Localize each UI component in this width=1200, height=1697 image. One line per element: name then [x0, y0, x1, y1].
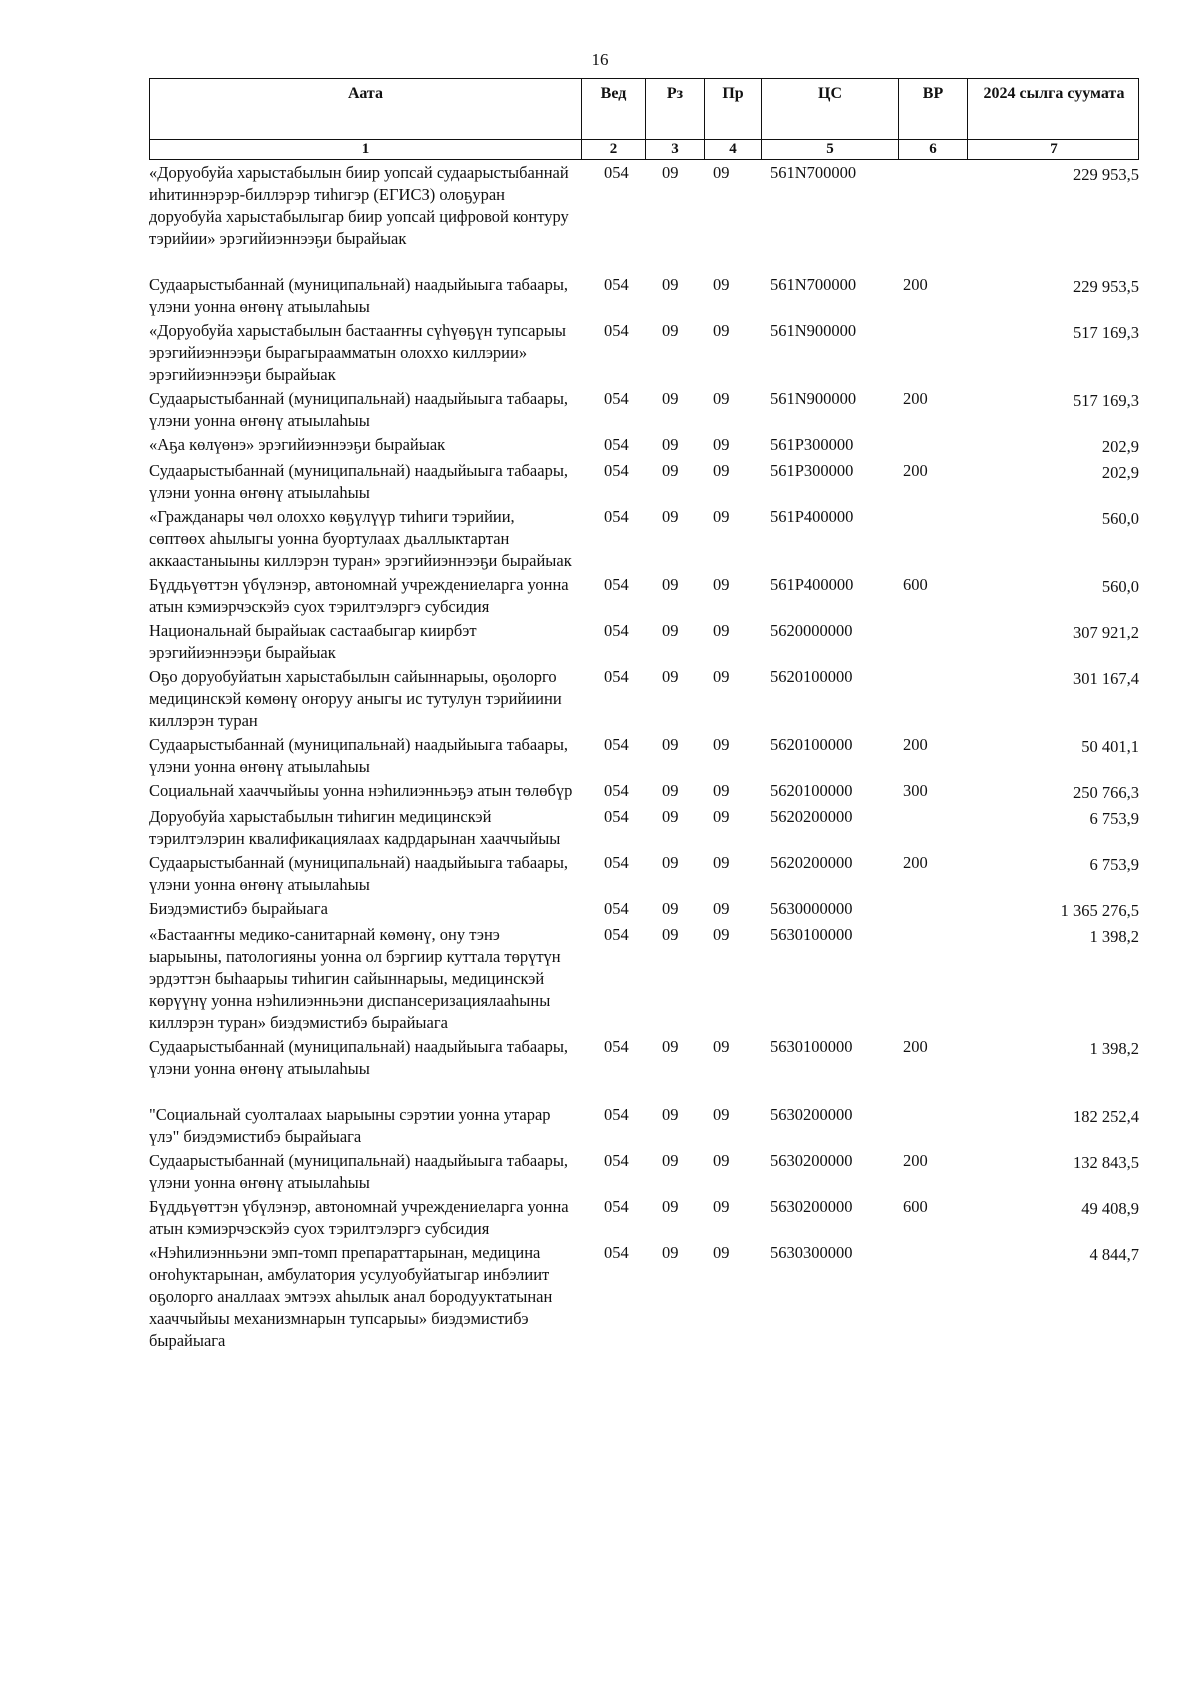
row-pr: 09: [713, 807, 730, 826]
row-cs: 5620200000: [770, 807, 853, 826]
table-row: [149, 1104, 1139, 1148]
row-vr: 600: [903, 575, 928, 594]
row-pr: 09: [713, 735, 730, 754]
row-sum: 4 844,7: [1089, 1245, 1139, 1264]
row-vr: [897, 1242, 966, 1352]
row-ved: 054: [604, 735, 629, 754]
row-cs: 5620100000: [770, 667, 853, 686]
row-sum: 517 169,3: [1073, 323, 1139, 342]
row-ved: 054: [604, 321, 629, 340]
row-pr: 09: [713, 1197, 730, 1216]
row-ved: 054: [604, 925, 629, 944]
row-sum: 301 167,4: [1073, 669, 1139, 688]
header-name: Аата: [348, 85, 383, 102]
row-sum: 517 169,3: [1073, 391, 1139, 410]
row-vr: [897, 320, 966, 386]
row-name: Доруобуйа харыстабылын тиһигин медицинскэй тэрилтэлэрин квалификациялаах кадрдарынан хааччыйыы: [149, 807, 561, 848]
row-rz: 09: [662, 389, 679, 408]
row-pr: 09: [713, 435, 730, 454]
table-row: [149, 852, 1139, 896]
row-ved: 054: [604, 1037, 629, 1056]
header-ved: Вед: [581, 79, 645, 139]
row-pr: 09: [713, 1151, 730, 1170]
row-rz: 09: [662, 321, 679, 340]
row-rz: 09: [662, 435, 679, 454]
row-name: «Доруобуйа харыстабылын биир уопсай судаарыстыбаннай иһитиннэрэр-биллэрэр тиһигэр (ЕГИСЗ) олоҕуран доруобуйа харыстабылыгар биир уопсай цифровой контуру тэрийии» эрэгийиэннээҕи бырайыак: [149, 163, 569, 248]
row-pr: 09: [713, 389, 730, 408]
row-vr: 200: [903, 735, 928, 754]
table-row: [149, 1036, 1139, 1102]
row-name: «Бастааҥҥы медико-санитарнай көмөнү, ону тэнэ ыарыыны, патологияны уонна ол бэргиир куттала төрүтүн эрдэттэн быһаарыы тиһигин сайыннарыы, медицинскэй көрүүнү уонна нэһилиэнньэни диспансеризациялааһыны киллэрэн туран» биэдэмистибэ бырайыага: [149, 925, 561, 1032]
row-name: Судаарыстыбаннай (муниципальнай) наадыйыыга табаары, үлэни уонна өҥөнү атыылаһыы: [149, 1037, 569, 1078]
row-pr: 09: [713, 1105, 730, 1124]
row-pr: 09: [713, 507, 730, 526]
row-rz: 09: [662, 1037, 679, 1056]
row-ved: 054: [604, 899, 629, 918]
row-rz: 09: [662, 575, 679, 594]
row-sum: 560,0: [1101, 509, 1139, 528]
row-vr: 600: [903, 1197, 928, 1216]
row-sum: 229 953,5: [1073, 277, 1139, 296]
row-name: «Доруобуйа харыстабылын бастааҥҥы сүһүөҕүн тупсарыы эрэгийиэннээҕи бырагыраамматын олоххо киллэрии» эрэгийиэннээҕи бырайыак: [149, 321, 566, 384]
row-name: Бүддьүөттэн үбүлэнэр, автономнай учреждениеларга уонна атын кэмиэрчэскэйэ суох тэрилтэлэргэ субсидия: [149, 575, 569, 616]
table-row: [149, 898, 1139, 922]
row-rz: 09: [662, 1151, 679, 1170]
row-name: Оҕо доруобуйатын харыстабылын сайыннарыы, оҕолорго медицинскэй көмөнү оҥоруу аныгы ис тутулун тэрийиини киллэрэн туран: [149, 667, 562, 730]
row-sum: 182 252,4: [1073, 1107, 1139, 1126]
row-sum: 49 408,9: [1081, 1199, 1139, 1218]
row-rz: 09: [662, 621, 679, 640]
row-cs: 561P400000: [770, 575, 854, 594]
row-rz: 09: [662, 1197, 679, 1216]
row-sum: 229 953,5: [1073, 165, 1139, 184]
row-rz: 09: [662, 163, 679, 182]
row-sum: 250 766,3: [1073, 783, 1139, 802]
table-row: [149, 734, 1139, 778]
table-row: [149, 1196, 1139, 1240]
row-cs: 561N700000: [770, 275, 857, 294]
column-number: 2: [581, 140, 645, 159]
row-cs: 561P400000: [770, 507, 854, 526]
budget-table: [149, 78, 1139, 1352]
row-ved: 054: [604, 575, 629, 594]
row-name: Национальнай бырайыак састаабыгар киирбэт эрэгийиэннээҕи бырайыак: [149, 621, 477, 662]
table-row: [149, 780, 1139, 804]
row-vr: [897, 1104, 966, 1148]
row-ved: 054: [604, 1105, 629, 1124]
row-vr: [897, 434, 966, 458]
row-rz: 09: [662, 735, 679, 754]
row-ved: 054: [604, 1151, 629, 1170]
column-number: 5: [761, 140, 898, 159]
row-rz: 09: [662, 461, 679, 480]
row-cs: 5630200000: [770, 1197, 853, 1216]
table-row: [149, 620, 1139, 664]
row-sum: 6 753,9: [1089, 855, 1139, 874]
row-pr: 09: [713, 1243, 730, 1262]
row-name: Судаарыстыбаннай (муниципальнай) наадыйыыга табаары, үлэни уонна өҥөнү атыылаһыы: [149, 461, 569, 502]
row-rz: 09: [662, 1243, 679, 1262]
row-cs: 5630300000: [770, 1243, 853, 1262]
row-name: Судаарыстыбаннай (муниципальнай) наадыйыыга табаары, үлэни уонна өҥөнү атыылаһыы: [149, 735, 569, 776]
row-vr: 200: [903, 275, 928, 294]
row-pr: 09: [713, 461, 730, 480]
row-sum: 202,9: [1101, 437, 1139, 456]
row-rz: 09: [662, 1105, 679, 1124]
row-pr: 09: [713, 163, 730, 182]
row-vr: 300: [903, 781, 928, 800]
row-name: Биэдэмистибэ бырайыага: [149, 899, 328, 918]
table-row: [149, 434, 1139, 458]
table-header-row: [149, 78, 1139, 140]
row-vr: 200: [903, 853, 928, 872]
column-number: 3: [645, 140, 704, 159]
row-rz: 09: [662, 781, 679, 800]
column-number: 7: [967, 140, 1140, 159]
header-vr: ВР: [898, 79, 967, 139]
row-sum: 560,0: [1101, 577, 1139, 596]
row-rz: 09: [662, 925, 679, 944]
row-sum: 1 398,2: [1089, 927, 1139, 946]
row-vr: 200: [903, 1151, 928, 1170]
table-row: [149, 506, 1139, 572]
row-cs: 561N700000: [770, 163, 857, 182]
row-rz: 09: [662, 275, 679, 294]
table-row: [149, 574, 1139, 618]
table-row: [149, 666, 1139, 732]
row-pr: 09: [713, 781, 730, 800]
row-ved: 054: [604, 435, 629, 454]
row-cs: 5620100000: [770, 735, 853, 754]
row-rz: 09: [662, 899, 679, 918]
row-cs: 5630000000: [770, 899, 853, 918]
table-column-numbers-row: [149, 140, 1139, 160]
row-name: Бүддьүөттэн үбүлэнэр, автономнай учреждениеларга уонна атын кэмиэрчэскэйэ суох тэрилтэлэргэ субсидия: [149, 1197, 569, 1238]
row-vr: [897, 162, 966, 250]
row-pr: 09: [713, 667, 730, 686]
row-pr: 09: [713, 1037, 730, 1056]
row-pr: 09: [713, 621, 730, 640]
column-number: 4: [704, 140, 761, 159]
row-cs: 5630100000: [770, 925, 853, 944]
row-ved: 054: [604, 667, 629, 686]
table-row: [149, 1150, 1139, 1194]
row-cs: 5620200000: [770, 853, 853, 872]
row-cs: 561P300000: [770, 461, 854, 480]
row-pr: 09: [713, 321, 730, 340]
row-pr: 09: [713, 899, 730, 918]
column-number: 6: [898, 140, 967, 159]
row-ved: 054: [604, 1197, 629, 1216]
row-sum: 202,9: [1101, 463, 1139, 482]
row-ved: 054: [604, 275, 629, 294]
row-vr: [897, 666, 966, 732]
table-row: [149, 1242, 1139, 1352]
row-ved: 054: [604, 507, 629, 526]
row-pr: 09: [713, 853, 730, 872]
row-name: «Нэһилиэнньэни эмп-томп препараттарынан, медицина оҥоһуктарынан, амбулатория усулуобуйатыгар инбэлиит оҕолорго аналлаах эмтээх аһылык анал бородууктатынан хааччыйыы механизмнарын тупсарыы» биэдэмистибэ бырайыага: [149, 1243, 553, 1350]
row-pr: 09: [713, 575, 730, 594]
row-sum: 307 921,2: [1073, 623, 1139, 642]
row-ved: 054: [604, 461, 629, 480]
row-sum: 1 398,2: [1089, 1039, 1139, 1058]
page-number: 16: [591, 50, 609, 69]
row-vr: [897, 620, 966, 664]
row-name: "Социальнай суолталаах ыарыыны сэрэтии уонна утарар үлэ" биэдэмистибэ бырайыага: [149, 1105, 551, 1146]
row-name: Судаарыстыбаннай (муниципальнай) наадыйыыга табаары, үлэни уонна өҥөнү атыылаһыы: [149, 275, 569, 316]
table-row: [149, 388, 1139, 432]
row-sum: 50 401,1: [1081, 737, 1139, 756]
row-sum: 132 843,5: [1073, 1153, 1139, 1172]
row-vr: 200: [903, 461, 928, 480]
row-name: Судаарыстыбаннай (муниципальнай) наадыйыыга табаары, үлэни уонна өҥөнү атыылаһыы: [149, 389, 569, 430]
table-row: [149, 806, 1139, 850]
row-name: «Гражданары чөл олоххо көҕүлүүр тиһиги тэрийии, сөптөөх аһылыгы уонна буортулаах дьаллыктартан аккаастаныыны киллэрэн туран» эрэгийиэннээҕи бырайыак: [149, 507, 572, 570]
row-vr: [897, 806, 966, 850]
row-ved: 054: [604, 163, 629, 182]
row-sum: 1 365 276,5: [1060, 901, 1139, 920]
row-pr: 09: [713, 275, 730, 294]
table-row: [149, 162, 1139, 272]
row-rz: 09: [662, 667, 679, 686]
row-pr: 09: [713, 925, 730, 944]
header-cs: ЦС: [761, 79, 898, 139]
row-rz: 09: [662, 807, 679, 826]
row-name: Судаарыстыбаннай (муниципальнай) наадыйыыга табаары, үлэни уонна өҥөнү атыылаһыы: [149, 1151, 569, 1192]
table-row: [149, 924, 1139, 1034]
row-name: «Аҕа көлүөнэ» эрэгийиэннээҕи бырайыак: [149, 435, 446, 454]
table-body: [149, 162, 1139, 1352]
row-ved: 054: [604, 853, 629, 872]
row-vr: [897, 506, 966, 572]
row-cs: 561N900000: [770, 389, 857, 408]
row-vr: [897, 898, 966, 922]
row-rz: 09: [662, 507, 679, 526]
row-ved: 054: [604, 807, 629, 826]
row-ved: 054: [604, 389, 629, 408]
row-ved: 054: [604, 781, 629, 800]
row-name: Судаарыстыбаннай (муниципальнай) наадыйыыга табаары, үлэни уонна өҥөнү атыылаһыы: [149, 853, 569, 894]
row-cs: 5630200000: [770, 1151, 853, 1170]
row-sum: 6 753,9: [1089, 809, 1139, 828]
row-cs: 5620000000: [770, 621, 853, 640]
row-ved: 054: [604, 621, 629, 640]
row-rz: 09: [662, 853, 679, 872]
row-cs: 561N900000: [770, 321, 857, 340]
row-cs: 561P300000: [770, 435, 854, 454]
row-name: Социальнай хааччыйыы уонна нэһилиэнньэҕэ атын төлөбүр: [149, 781, 573, 800]
table-row: [149, 460, 1139, 504]
row-cs: 5620100000: [770, 781, 853, 800]
row-cs: 5630100000: [770, 1037, 853, 1056]
header-rz: Рз: [645, 79, 704, 139]
header-sum: 2024 сылга суумата: [967, 79, 1140, 139]
header-pr: Пр: [704, 79, 761, 139]
row-ved: 054: [604, 1243, 629, 1262]
table-row: [149, 274, 1139, 318]
row-vr: 200: [903, 1037, 928, 1056]
table-row: [149, 320, 1139, 386]
row-cs: 5630200000: [770, 1105, 853, 1124]
row-vr: 200: [903, 389, 928, 408]
row-vr: [897, 924, 966, 1034]
column-number: 1: [361, 141, 370, 157]
